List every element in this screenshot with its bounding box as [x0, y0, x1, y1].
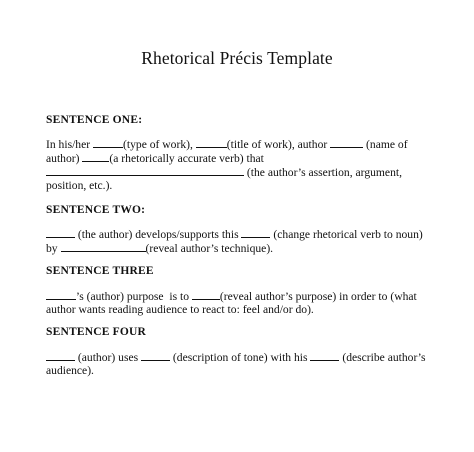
fill-in-blank[interactable] — [310, 350, 339, 361]
sentence-one-line-2 — [46, 151, 264, 166]
fill-in-blank[interactable] — [192, 289, 220, 300]
text-segment: (description of tone) with his — [172, 351, 311, 364]
text-segment: (author) uses — [77, 351, 142, 364]
text-segment: (reveal author’s purpose) in order to (what — [219, 290, 417, 303]
fill-in-blank[interactable] — [82, 151, 109, 162]
text-segment: audience). — [46, 364, 94, 377]
sentence-three-line-2 — [46, 303, 314, 317]
sentence-one-line-3 — [46, 165, 402, 180]
sentence-two-line-1 — [46, 227, 423, 242]
section-heading-four: SENTENCE FOUR — [46, 326, 147, 338]
fill-in-blank[interactable] — [141, 350, 170, 361]
text-segment: author wants reading audience to react to: feel and/or do). — [46, 303, 314, 316]
fill-in-blank[interactable] — [241, 227, 270, 238]
text-segment: (a rhetorically accurate verb) that — [109, 152, 264, 165]
sentence-one-line-4 — [46, 179, 112, 193]
text-segment: by — [46, 242, 61, 255]
sentence-one-line-1 — [46, 137, 408, 152]
fill-in-blank[interactable] — [330, 137, 363, 148]
text-segment: (describe author’s — [342, 351, 426, 364]
text-segment: (the author’s assertion, argument, — [246, 166, 402, 179]
text-segment: (reveal author’s technique). — [145, 242, 274, 255]
text-segment: (change rhetorical verb to noun) — [273, 228, 423, 241]
text-segment: author) — [46, 152, 83, 165]
sentence-four-line-1 — [46, 350, 426, 365]
fill-in-blank[interactable] — [61, 241, 146, 252]
text-segment: In his/her — [46, 138, 94, 151]
fill-in-blank[interactable] — [46, 350, 75, 361]
page-title: Rhetorical Précis Template — [141, 48, 333, 68]
text-segment: (the author) develops/supports this — [77, 228, 242, 241]
sentence-three-line-1 — [46, 289, 417, 304]
fill-in-blank[interactable] — [93, 137, 123, 148]
text-segment: (name of — [366, 138, 408, 151]
fill-in-blank[interactable] — [196, 137, 227, 148]
sentence-two-line-2 — [46, 241, 273, 256]
text-segment: ’s (author) purpose is to — [76, 290, 192, 303]
text-segment: (type of work), — [123, 138, 196, 151]
section-heading-two: SENTENCE TWO: — [46, 204, 146, 216]
fill-in-blank[interactable] — [46, 165, 244, 176]
text-segment: (title of work), author — [226, 138, 331, 151]
fill-in-blank[interactable] — [46, 289, 76, 300]
section-heading-one: SENTENCE ONE: — [46, 114, 143, 126]
text-segment: position, etc.). — [46, 179, 113, 192]
section-heading-three: SENTENCE THREE — [46, 265, 154, 277]
sentence-four-line-2 — [46, 364, 94, 378]
fill-in-blank[interactable] — [46, 227, 75, 238]
